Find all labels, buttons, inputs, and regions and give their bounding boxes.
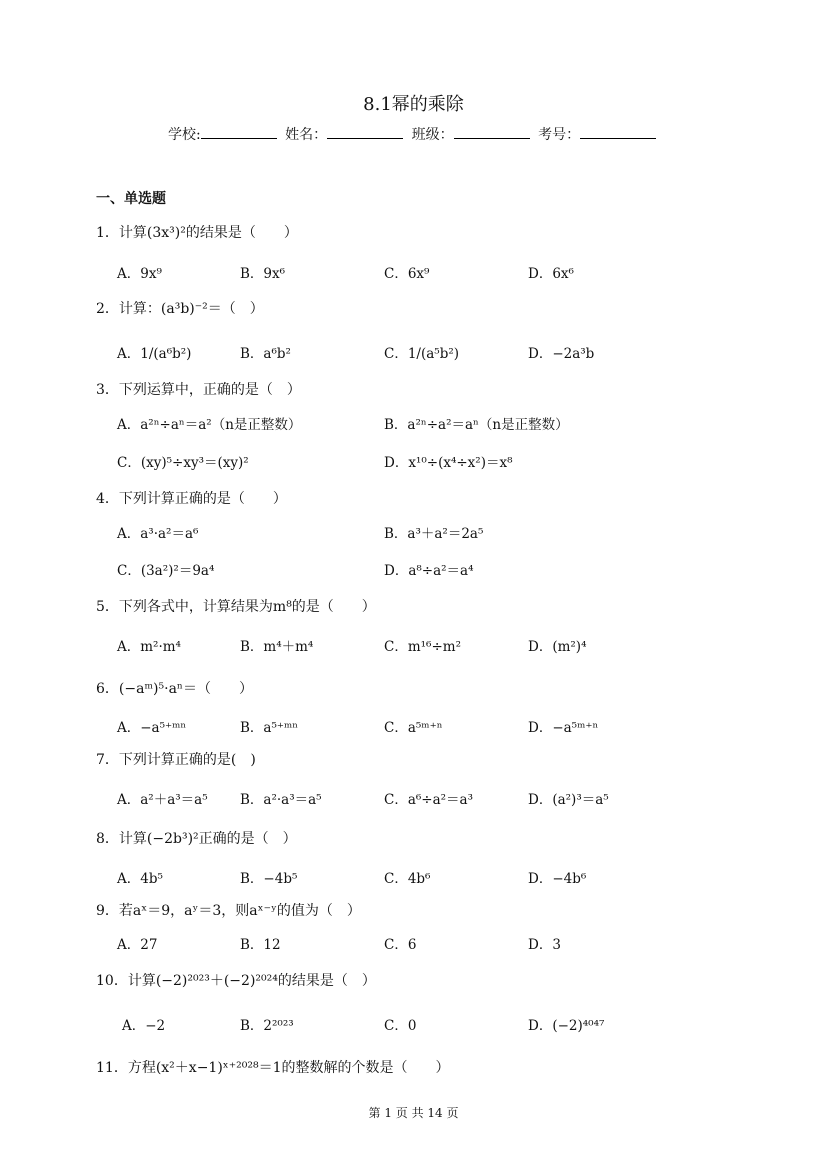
q1-option-b: B．9x⁶ — [240, 266, 286, 282]
q6-option-d: D．−a⁵ᵐ⁺ⁿ — [528, 720, 599, 736]
q7-option-d: D．(a²)³＝a⁵ — [528, 792, 609, 808]
q3-option-d: D．x¹⁰÷(x⁴÷x²)＝x⁸ — [384, 455, 513, 471]
section-title: 一、单选题 — [96, 191, 166, 207]
q3-option-c: C．(xy)⁵÷xy³＝(xy)² — [117, 455, 249, 471]
question-5-stem: 5．下列各式中，计算结果为m⁸的是（ ） — [96, 599, 376, 615]
class-label: 班级： — [411, 127, 454, 143]
question-10-stem: 10．计算(−2)²⁰²³＋(−2)²⁰²⁴的结果是（ ） — [96, 973, 376, 989]
q10-option-d: D．(−2)⁴⁰⁴⁷ — [528, 1018, 605, 1034]
q4-option-a: A．a³·a²＝a⁶ — [117, 526, 199, 542]
q4-option-d: D．a⁸÷a²＝a⁴ — [384, 563, 474, 579]
q9-option-a: A．27 — [117, 937, 158, 953]
q8-option-a: A．4b⁵ — [117, 871, 163, 887]
q5-option-d: D．(m²)⁴ — [528, 639, 587, 655]
q8-option-b: B．−4b⁵ — [240, 871, 298, 887]
question-3-stem: 3．下列运算中，正确的是（ ） — [96, 382, 301, 398]
student-info-line — [168, 124, 660, 144]
question-8-stem: 8．计算(−2b³)²正确的是（ ） — [96, 831, 297, 847]
q10-option-a: A．−2 — [122, 1018, 166, 1034]
page-title: 8.1幂的乘除 — [363, 94, 464, 115]
question-2-stem: 2．计算：(a³b)⁻²＝（ ） — [96, 301, 264, 317]
question-6-stem: 6．(−aᵐ)⁵·aⁿ＝（ ） — [96, 681, 253, 697]
q1-option-c: C．6x⁹ — [384, 266, 430, 282]
q7-option-c: C．a⁶÷a²＝a³ — [384, 792, 474, 808]
school-blank — [201, 125, 277, 139]
question-7-stem: 7．下列计算正确的是( ) — [96, 752, 256, 768]
q8-option-c: C．4b⁶ — [384, 871, 431, 887]
q10-option-b: B．2²⁰²³ — [240, 1018, 294, 1034]
class-blank — [454, 125, 530, 139]
question-1-stem: 1．计算(3x³)²的结果是（ ） — [96, 225, 298, 241]
q3-option-b: B．a²ⁿ÷a²＝aⁿ（n是正整数） — [384, 417, 569, 433]
q7-option-a: A．a²＋a³＝a⁵ — [117, 792, 208, 808]
q5-option-c: C．m¹⁶÷m² — [384, 639, 461, 655]
question-4-stem: 4．下列计算正确的是（ ） — [96, 491, 287, 507]
q5-option-b: B．m⁴＋m⁴ — [240, 639, 314, 655]
q3-option-a: A．a²ⁿ÷aⁿ＝a²（n是正整数） — [117, 417, 302, 433]
q4-option-c: C．(3a²)²＝9a⁴ — [117, 563, 215, 579]
q2-option-d: D．−2a³b — [528, 346, 595, 362]
q2-option-c: C．1/(a⁵b²) — [384, 346, 460, 362]
q6-option-c: C．a⁵ᵐ⁺ⁿ — [384, 720, 443, 736]
question-11-stem: 11．方程(x²＋x−1)ˣ⁺²⁰²⁸＝1的整数解的个数是（ ） — [96, 1060, 450, 1076]
question-9-stem: 9．若aˣ＝9，aʸ＝3，则aˣ⁻ʸ的值为（ ） — [96, 903, 361, 919]
q1-option-a: A．9x⁹ — [117, 266, 162, 282]
q2-option-a: A．1/(a⁶b²) — [117, 346, 192, 362]
number-label: 考号： — [538, 127, 581, 143]
q10-option-c: C．0 — [384, 1018, 417, 1034]
q1-option-d: D．6x⁶ — [528, 266, 574, 282]
q4-option-b: B．a³＋a²＝2a⁵ — [384, 526, 484, 542]
name-label: 姓名： — [285, 127, 328, 143]
q5-option-a: A．m²·m⁴ — [117, 639, 181, 655]
q9-option-c: C．6 — [384, 937, 417, 953]
number-blank — [580, 125, 656, 139]
q2-option-b: B．a⁶b² — [240, 346, 291, 362]
q7-option-b: B．a²·a³＝a⁵ — [240, 792, 322, 808]
school-label: 学校: — [168, 127, 201, 143]
q6-option-b: B．a⁵⁺ᵐⁿ — [240, 720, 299, 736]
q8-option-d: D．−4b⁶ — [528, 871, 587, 887]
q9-option-b: B．12 — [240, 937, 281, 953]
page-footer: 第 1 页 共 14 页 — [368, 1106, 459, 1120]
q6-option-a: A．−a⁵⁺ᵐⁿ — [117, 720, 187, 736]
q9-option-d: D．3 — [528, 937, 561, 953]
name-blank — [327, 125, 403, 139]
